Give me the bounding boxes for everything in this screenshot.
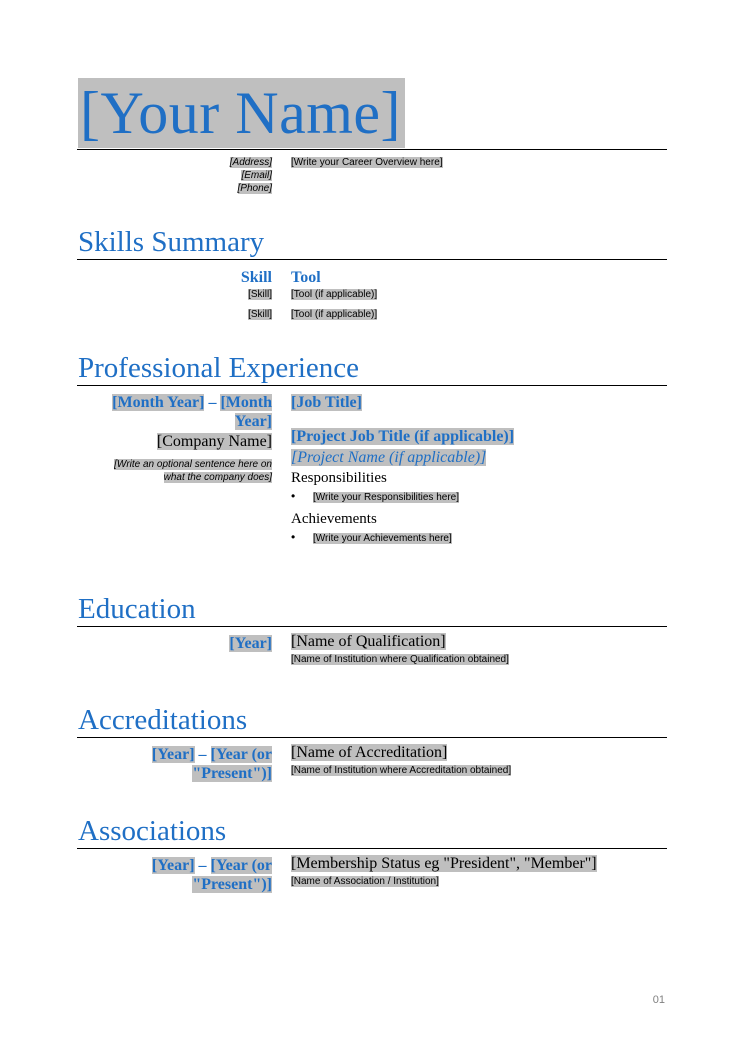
name-rule bbox=[77, 149, 667, 150]
date-dash: – bbox=[198, 857, 207, 874]
date-end-field-cont[interactable]: Year] bbox=[234, 413, 272, 430]
achievement-item bbox=[291, 531, 452, 545]
accreditation-name-field[interactable]: [Name of Accreditation] bbox=[291, 744, 448, 761]
accreditation-year-field[interactable]: [Year] bbox=[151, 746, 195, 763]
associations-rule bbox=[77, 848, 667, 849]
project-job-title-row bbox=[291, 427, 514, 446]
accreditations-rule bbox=[77, 737, 667, 738]
responsibilities-label: Responsibilities bbox=[291, 470, 387, 486]
responsibility-item bbox=[291, 490, 459, 504]
company-name-row bbox=[157, 432, 272, 451]
association-end-field[interactable]: [Year (or bbox=[210, 857, 272, 874]
project-name-row bbox=[291, 448, 486, 467]
tool-row-2 bbox=[291, 308, 377, 321]
accreditation-institution-field[interactable]: [Name of Institution where Accreditation obtained] bbox=[291, 765, 512, 776]
qualification-field[interactable]: [Name of Qualification] bbox=[291, 633, 446, 650]
education-institution-field[interactable]: [Name of Institution where Qualification obtained] bbox=[291, 654, 509, 665]
association-dates bbox=[152, 856, 272, 894]
job-title-field[interactable]: [Job Title] bbox=[291, 394, 362, 411]
company-desc-field-cont[interactable]: what the company does] bbox=[163, 472, 272, 483]
accreditation-end-field-cont[interactable]: "Present")] bbox=[192, 765, 272, 782]
experience-dates bbox=[112, 393, 272, 431]
membership-status-field[interactable]: [Membership Status eg "President", "Member"] bbox=[291, 855, 597, 872]
achievement-field[interactable]: [Write your Achievements here] bbox=[313, 533, 452, 544]
section-title-associations: Associations bbox=[78, 815, 227, 847]
section-title-skills: Skills Summary bbox=[78, 226, 265, 258]
achievements-label: Achievements bbox=[291, 511, 377, 527]
association-year-field[interactable]: [Year] bbox=[151, 857, 195, 874]
education-rule bbox=[77, 626, 667, 627]
experience-rule bbox=[77, 385, 667, 386]
section-title-experience: Professional Experience bbox=[78, 352, 360, 384]
skill-field[interactable]: [Skill] bbox=[248, 309, 272, 320]
skill-row-1 bbox=[248, 288, 272, 301]
responsibility-field[interactable]: [Write your Responsibilities here] bbox=[313, 492, 459, 503]
company-name-field[interactable]: [Company Name] bbox=[156, 433, 272, 450]
skill-column-header: Skill bbox=[240, 269, 272, 286]
education-year-row bbox=[229, 634, 272, 653]
date-dash: – bbox=[208, 394, 217, 411]
accreditation-institution-row bbox=[291, 764, 511, 777]
tool-field[interactable]: [Tool (if applicable)] bbox=[291, 289, 378, 300]
association-end-field-cont[interactable]: "Present")] bbox=[192, 876, 272, 893]
project-job-title-field[interactable]: [Project Job Title (if applicable)] bbox=[291, 428, 515, 445]
career-overview-field[interactable]: [Write your Career Overview here] bbox=[291, 157, 443, 168]
career-overview bbox=[291, 156, 443, 169]
section-title-accreditations: Accreditations bbox=[78, 704, 248, 736]
accreditation-name-row bbox=[291, 743, 447, 762]
job-title-row bbox=[291, 393, 362, 412]
section-title-education: Education bbox=[78, 593, 196, 625]
project-name-field[interactable]: [Project Name (if applicable)] bbox=[291, 449, 487, 466]
phone-field[interactable]: [Phone] bbox=[237, 183, 272, 194]
company-desc-field[interactable]: [Write an optional sentence here on bbox=[114, 459, 272, 470]
qualification-row bbox=[291, 632, 446, 651]
company-description bbox=[114, 458, 272, 484]
tool-field[interactable]: [Tool (if applicable)] bbox=[291, 309, 378, 320]
education-year-field[interactable]: [Year] bbox=[229, 635, 272, 652]
tool-row-1 bbox=[291, 288, 377, 301]
address-field[interactable]: [Address] bbox=[229, 157, 272, 168]
association-institution-field[interactable]: [Name of Association / Institution] bbox=[291, 876, 439, 887]
membership-status-row bbox=[291, 854, 597, 873]
date-dash: – bbox=[198, 746, 207, 763]
contact-block bbox=[230, 156, 272, 195]
date-end-field[interactable]: [Month bbox=[220, 394, 272, 411]
skill-row-2 bbox=[248, 308, 272, 321]
education-institution-row bbox=[291, 653, 509, 666]
your-name[interactable]: [Your Name] bbox=[78, 78, 405, 148]
page-number: 01 bbox=[652, 994, 665, 1006]
skill-field[interactable]: [Skill] bbox=[248, 289, 272, 300]
name-heading bbox=[78, 78, 405, 148]
association-institution-row bbox=[291, 875, 439, 888]
accreditation-end-field[interactable]: [Year (or bbox=[210, 746, 272, 763]
tool-column-header: Tool bbox=[291, 269, 321, 286]
bullet-icon: • bbox=[291, 530, 296, 544]
skills-rule bbox=[77, 259, 667, 260]
email-field[interactable]: [Email] bbox=[241, 170, 272, 181]
bullet-icon: • bbox=[291, 489, 296, 503]
date-start-field[interactable]: [Month Year] bbox=[112, 394, 205, 411]
accreditation-dates bbox=[152, 745, 272, 783]
